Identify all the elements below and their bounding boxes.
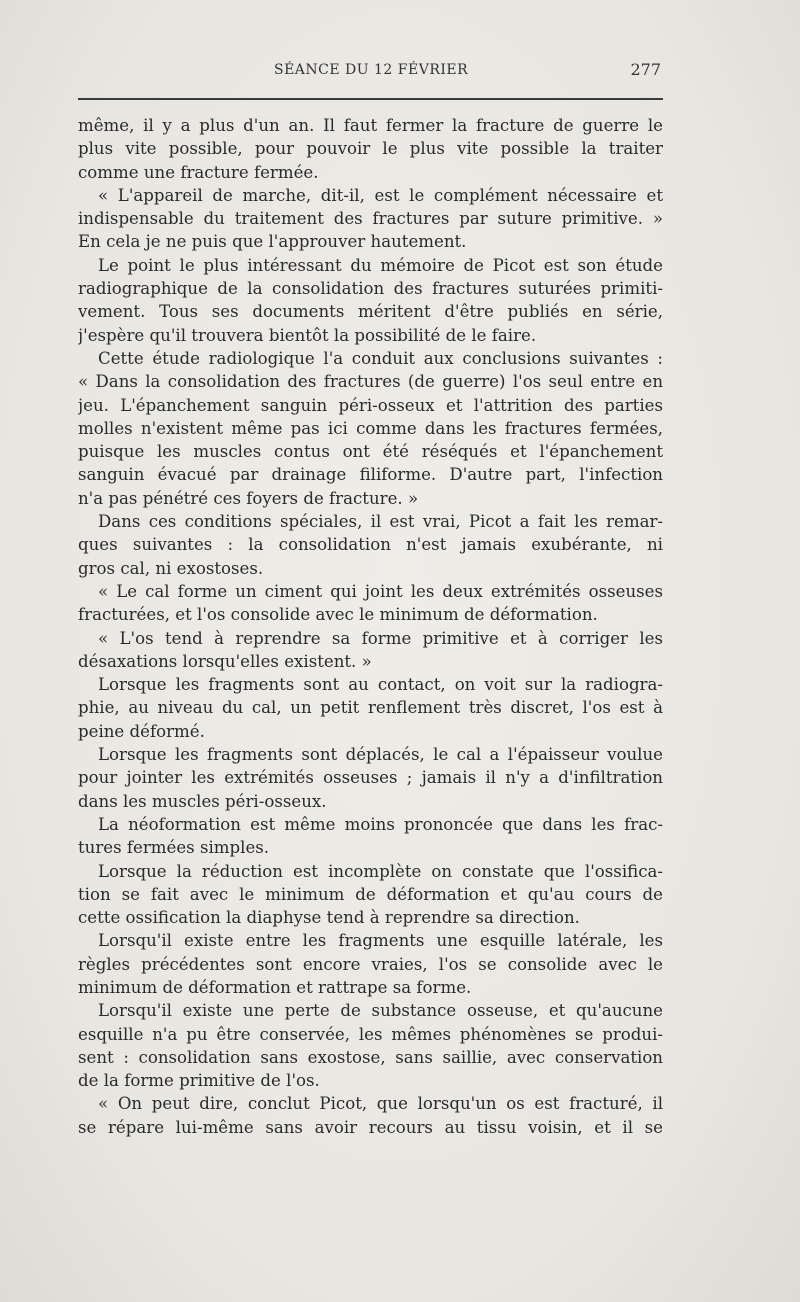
text-line: La néoformation est même moins prononcée que dans les frac- [98,814,663,834]
text-line: Lorsque les fragments sont au contact, on voit sur la radiogra- [98,675,663,695]
text-line: Dans ces conditions spéciales, il est vrai, Picot a fait les remar- [98,512,663,532]
text-line: Lorsque les fragments sont déplacés, le cal a l'épaisseur voulue [98,745,663,765]
text-line: sanguin évacué par drainage filiforme. D'autre part, l'infection [78,465,663,485]
text-line: n'a pas pénétré ces foyers de fracture. » [78,488,419,508]
text-line: Lorsqu'il existe une perte de substance osseuse, et qu'aucune [98,1001,663,1021]
text-line: même, il y a plus d'un an. Il faut fermer la fracture de guerre le [78,116,663,135]
text-line: pour jointer les extrémités osseuses ; jamais il n'y a d'infiltration [78,768,663,788]
text-line: « L'os tend à reprendre sa forme primitive et à corriger les [98,628,663,648]
page-number: 277 [630,60,661,79]
text-line: « Dans la consolidation des fractures (de guerre) l'os seul entre en [78,372,663,392]
text-line: Lorsqu'il existe entre les fragments une esquille latérale, les [98,931,663,951]
text-line: puisque les muscles contus ont été réséqués et l'épanchement [78,442,663,462]
text-line: jeu. L'épanchement sanguin péri-osseux et l'attrition des parties [78,395,663,415]
text-line: « Le cal forme un ciment qui joint les deux extrémités osseuses [98,581,663,601]
text-line: dans les muscles péri-osseux. [78,791,327,811]
text-line: radiographique de la consolidation des fractures suturées primiti- [78,279,663,299]
running-title: SÉANCE DU 12 FÉVRIER [274,62,469,78]
text-line: comme une fracture fermée. [78,162,319,182]
text-line: fracturées, et l'os consolide avec le minimum de déformation. [78,605,598,625]
text-line: En cela je ne puis que l'approuver hautement. [78,232,467,252]
text-line: Cette étude radiologique l'a conduit aux conclusions suivantes : [98,348,663,368]
text-line: désaxations lorsqu'elles existent. » [78,651,372,671]
text-line: Lorsque la réduction est incomplète on constate que l'ossifica- [98,861,663,881]
text-line: vement. Tous ses documents méritent d'être publiés en série, [78,302,663,322]
header-rule [78,98,663,100]
text-line: j'espère qu'il trouvera bientôt la possibilité de le faire. [78,325,537,345]
text-line: règles précédentes sont encore vraies, l'os se consolide avec le [78,954,663,974]
text-line: esquille n'a pu être conservée, les mêmes phénomènes se produi- [78,1024,663,1044]
text-line: indispensable du traitement des fractures par suture primitive. » [78,209,663,229]
text-line: gros cal, ni exostoses. [78,558,264,578]
text-line: « On peut dire, conclut Picot, que lorsqu'un os est fracturé, il [98,1094,663,1114]
text-line: sent : consolidation sans exostose, sans saillie, avec conservation [78,1047,663,1067]
text-line: Le point le plus intéressant du mémoire de Picot est son étude [98,255,663,275]
text-line: plus vite possible, pour pouvoir le plus vite possible la traiter [78,139,663,159]
text-line: tures fermées simples. [78,838,270,858]
text-line: « L'appareil de marche, dit-il, est le complément nécessaire et [98,185,663,205]
text-line: tion se fait avec le minimum de déformation et qu'au cours de [78,884,663,904]
text-line: phie, au niveau du cal, un petit renflement très discret, l'os est à [78,698,663,718]
text-line: ques suivantes : la consolidation n'est jamais exubérante, ni [78,535,663,555]
text-line: de la forme primitive de l'os. [78,1071,320,1091]
text-line: molles n'existent même pas ici comme dans les fractures fermées, [78,418,663,438]
text-line: minimum de déformation et rattrape sa forme. [78,977,472,997]
text-line: peine déformé. [78,721,205,741]
text-line: cette ossification la diaphyse tend à reprendre sa direction. [78,908,580,928]
body-text [78,114,663,1139]
page-header [78,62,663,86]
text-line: se répare lui-même sans avoir recours au tissu voisin, et il se [78,1117,663,1137]
